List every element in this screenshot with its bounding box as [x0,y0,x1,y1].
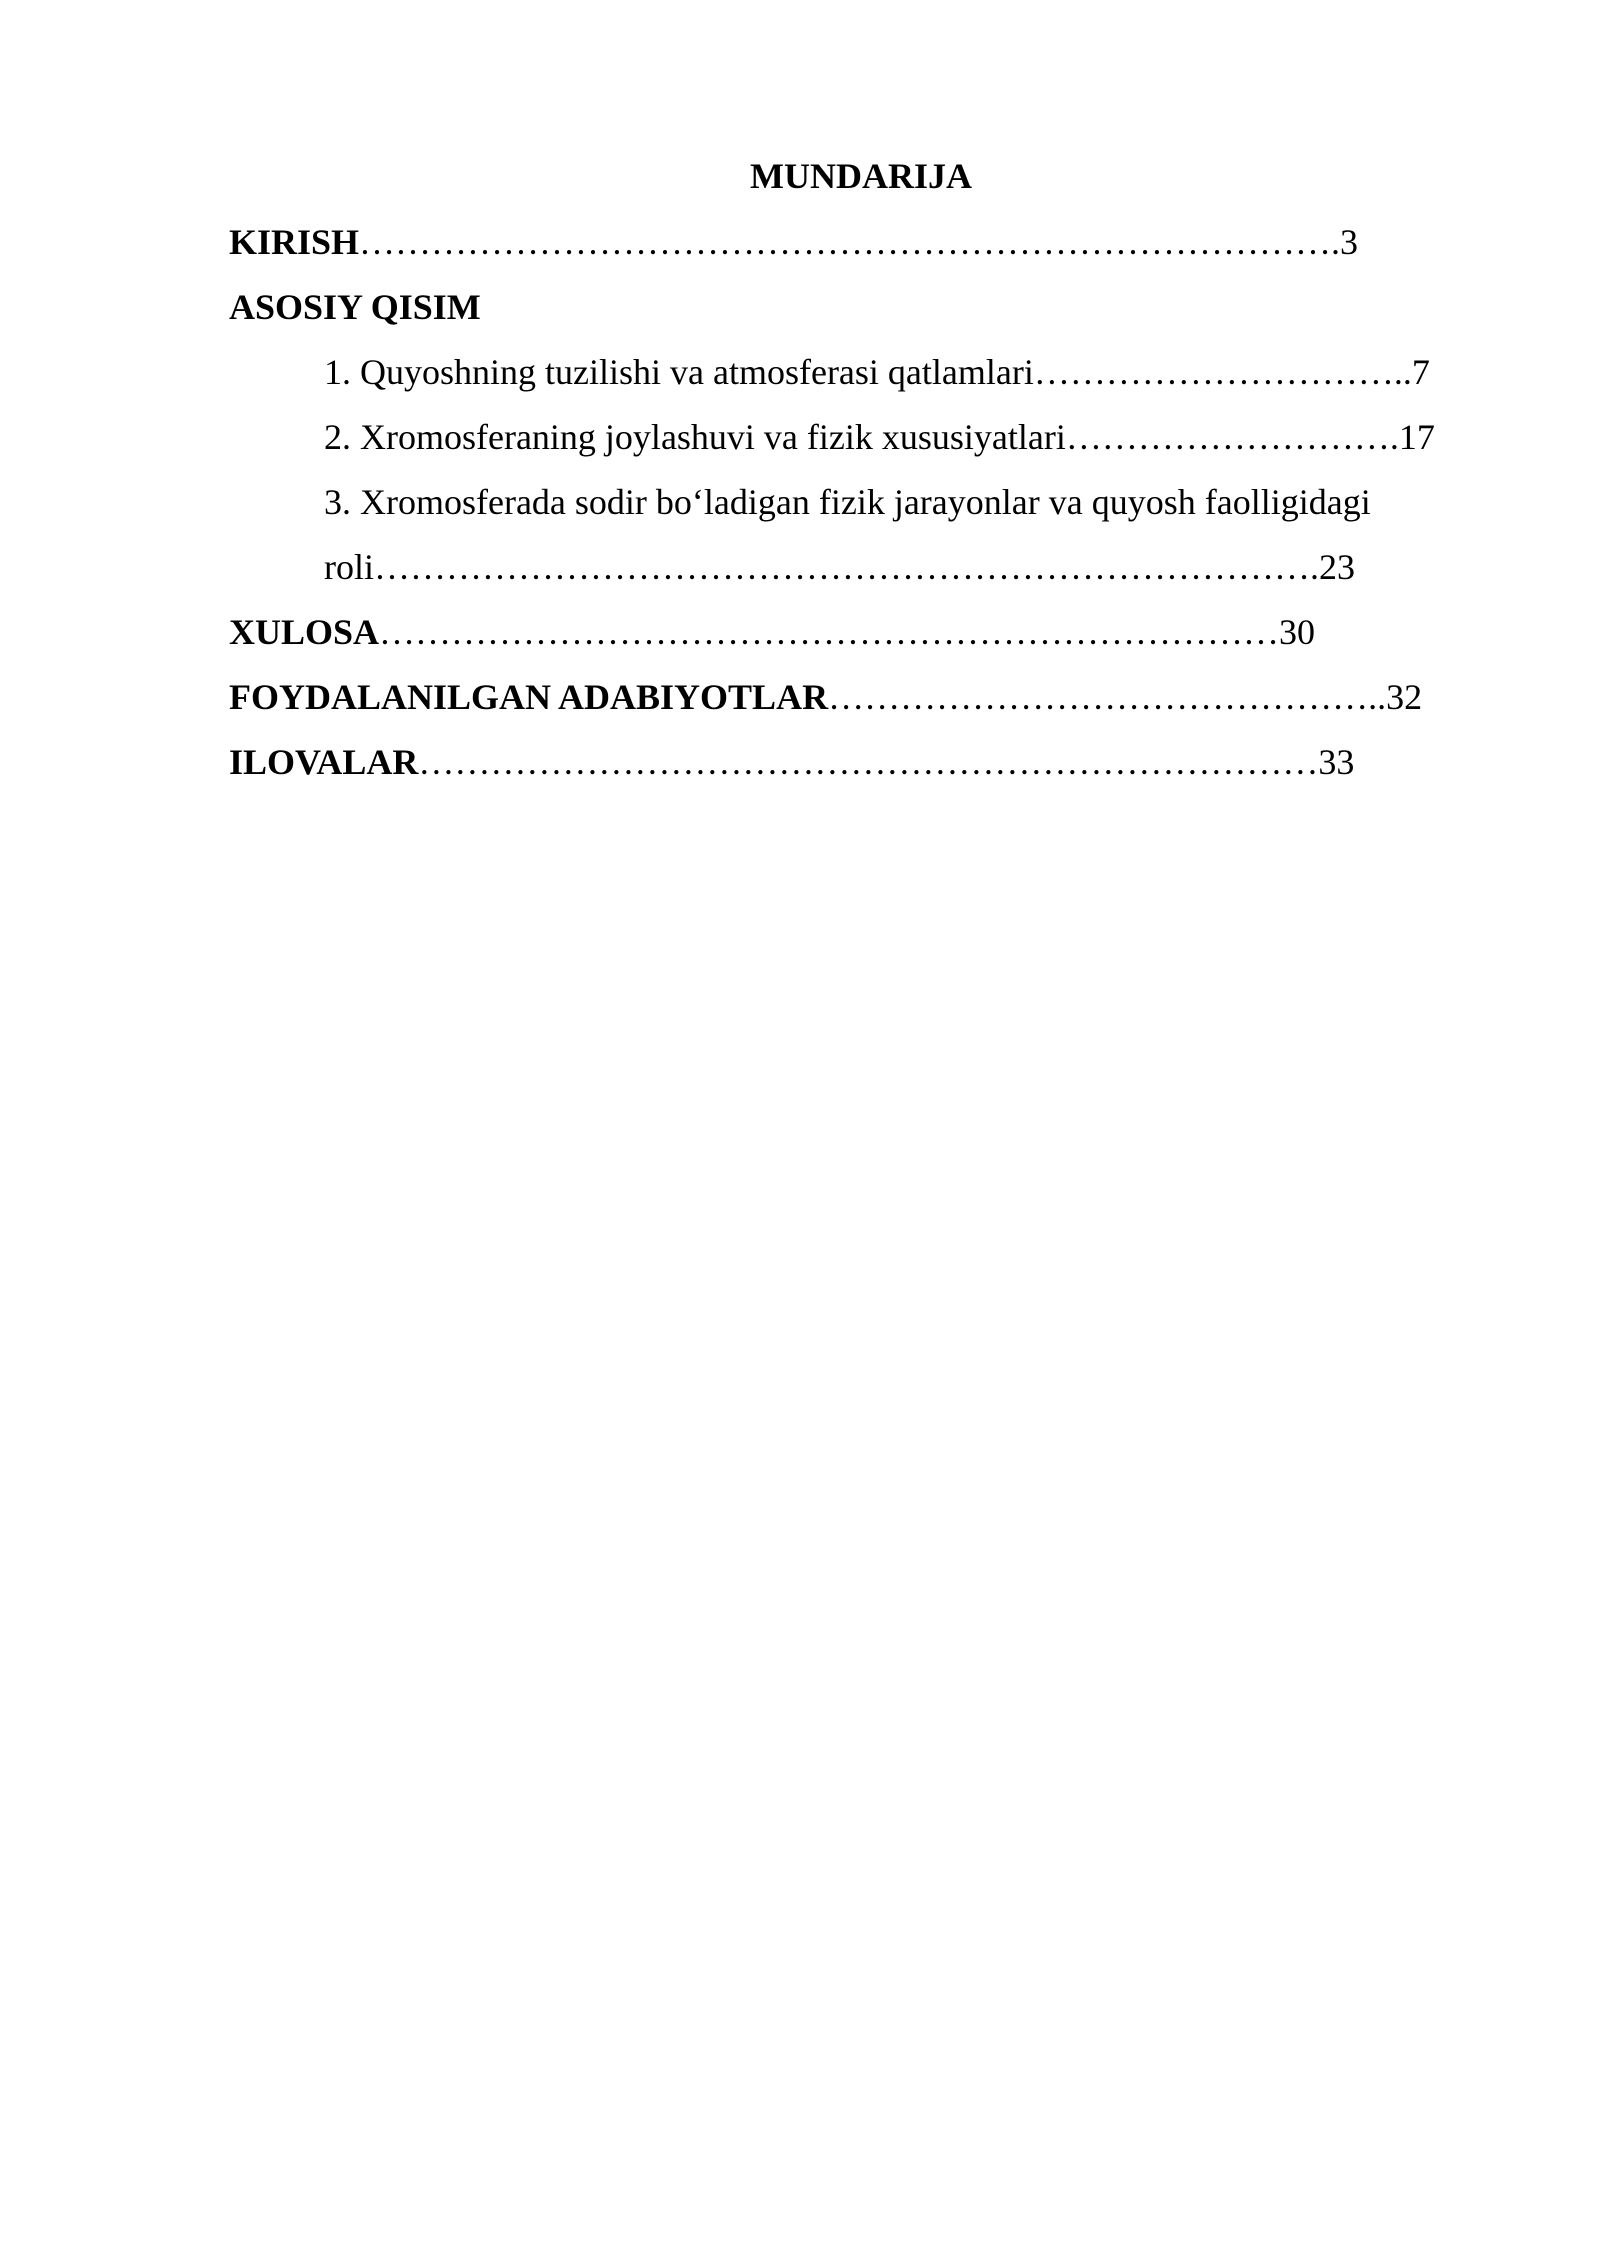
toc-subentry-3-line2: roli…………………………………………………………………….23 [324,547,1355,587]
toc-title: MUNDARIJA [750,156,972,196]
toc-entry-label: XULOSA [229,612,380,652]
toc-subentry-3-line1: 3. Xromosferada sodir boʻladigan fizik jarayonlar va quyosh faolligidagi [324,482,1371,522]
toc-entry-leader-page: …………………………………………………………………30 [379,612,1316,652]
toc-entry-xulosa [229,608,1315,656]
toc-subentry-1: 1. Quyoshning tuzilishi va atmosferasi qatlamlari…………………………..7 [324,352,1430,392]
toc-entry-leader-page: ………………………………………..32 [828,677,1423,717]
toc-entry-adabiyotlar [229,673,1422,721]
toc-entry-leader-page: ……………………………………………………………………….3 [359,222,1359,262]
toc-entry-label: ILOVALAR [229,742,419,782]
toc-section-asosiy-qisim: ASOSIY QISIM [229,287,481,327]
toc-entry-label: KIRISH [229,222,360,262]
toc-entry-leader-page: …………………………………………………………………33 [418,742,1355,782]
toc-entry-label: FOYDALANILGAN ADABIYOTLAR [229,677,829,717]
toc-entry-ilovalar [229,738,1354,786]
toc-subentry-2: 2. Xromosferaning joylashuvi va fizik xususiyatlari……………………….17 [324,417,1435,457]
toc-entry-kirish [229,218,1358,266]
